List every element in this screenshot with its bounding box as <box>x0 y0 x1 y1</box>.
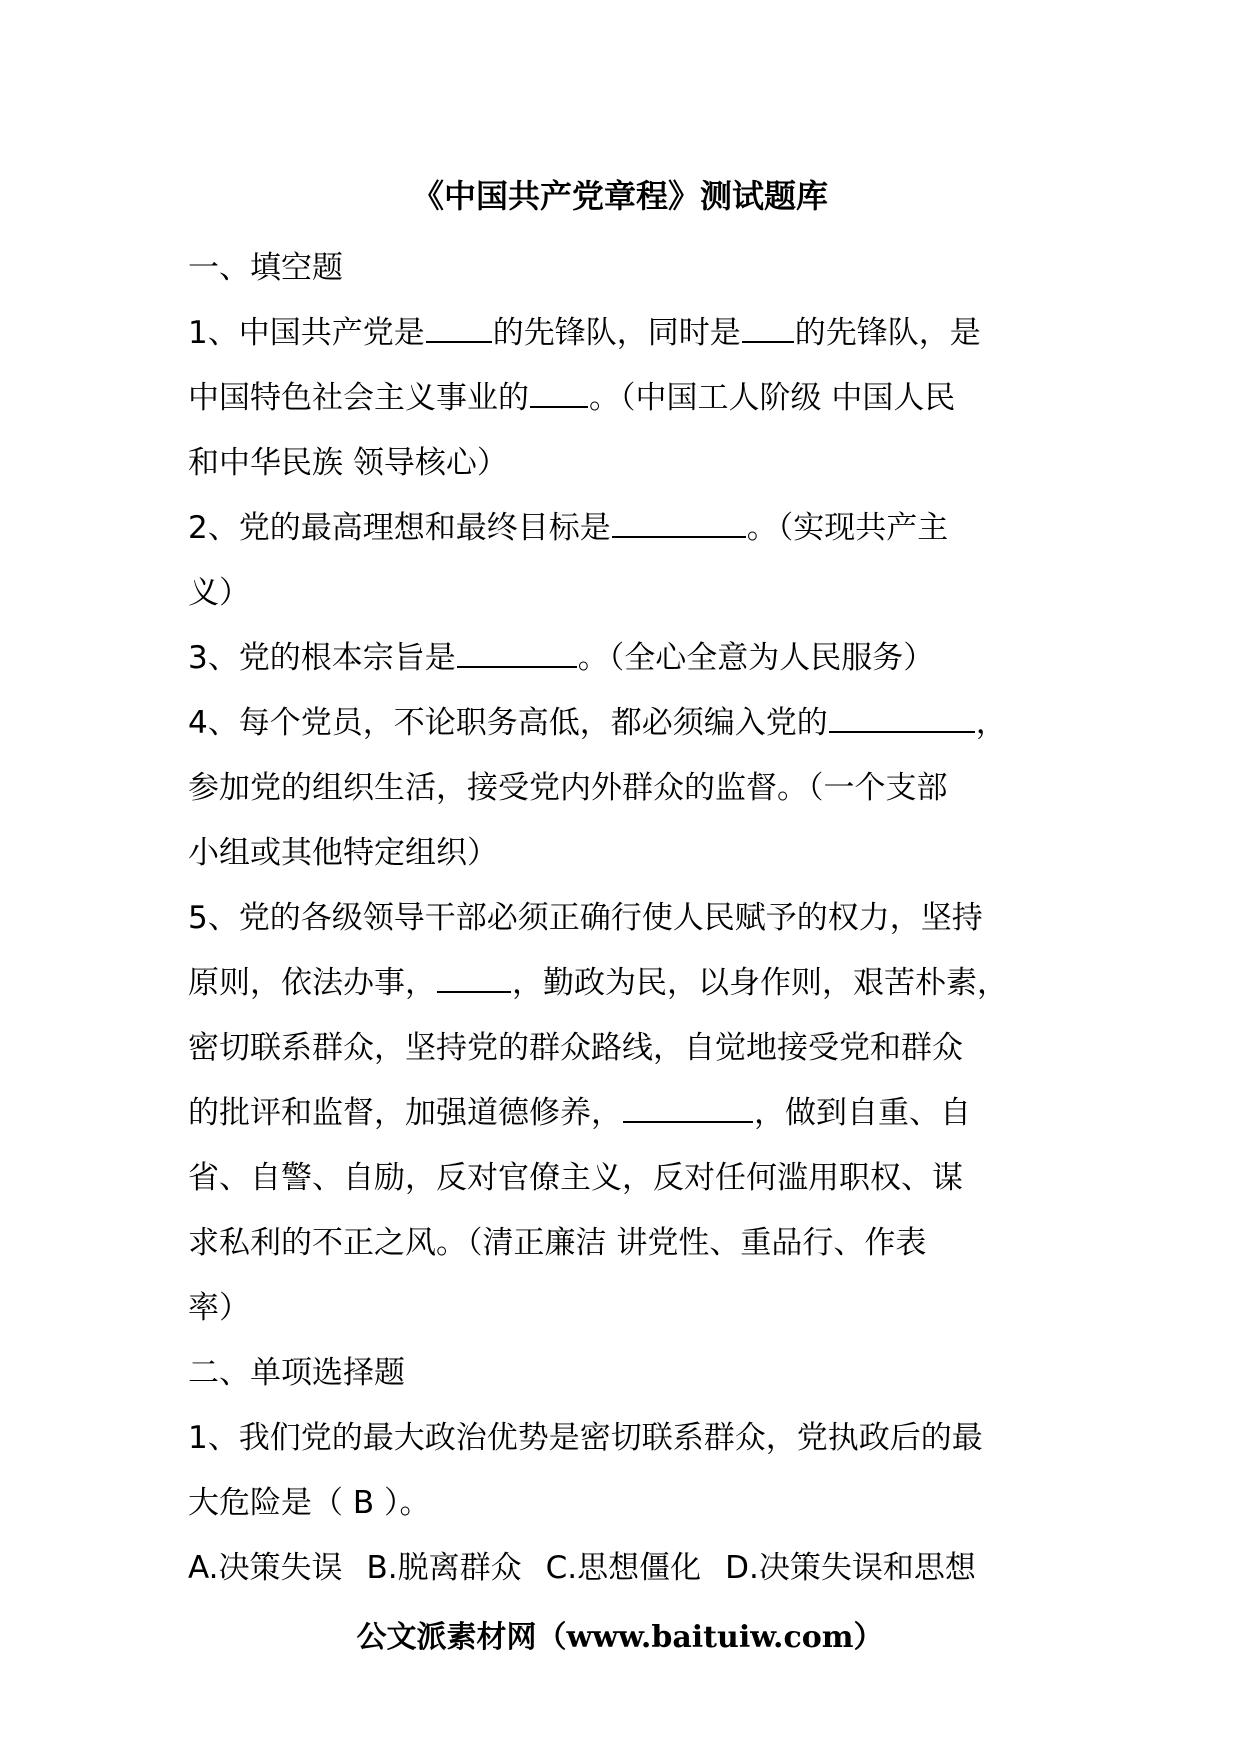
option-b: B.脱离群众 <box>366 1550 522 1586</box>
answer-blank <box>612 498 746 538</box>
question-2: 2、党的最高理想和最终目标是 。（实现共产主 <box>188 496 1088 561</box>
choice-question-1: 1、我们党的最大政治优势是密切联系群众，党执政后的最 <box>188 1420 983 1456</box>
option-c: C.思想僵化 <box>545 1550 702 1586</box>
answer-blank <box>829 693 975 733</box>
page-title: 《中国共产党章程》测试题库 <box>411 177 828 215</box>
question-3: 3、党的根本宗旨是 。（全心全意为人民服务） <box>188 626 1088 691</box>
footer-watermark-text: 公文派素材网（www.baituiw.com） <box>356 1620 884 1655</box>
question-5: 5、党的各级领导干部必须正确行使人民赋予的权力，坚持 <box>188 900 983 936</box>
question-4: 4、每个党员，不论职务高低，都必须编入党的 ， <box>188 691 1088 756</box>
answer-blank <box>457 628 577 668</box>
section-heading-fill-in: 一、填空题 <box>188 250 343 286</box>
section-heading-single-choice: 二、单项选择题 <box>188 1355 405 1391</box>
option-d: D.决策失误和思想 <box>725 1550 976 1586</box>
question-1: 1、中国共产党是 的先锋队，同时是 的先锋队，是 <box>188 301 1088 366</box>
answer-blank <box>742 303 794 343</box>
document-body: 一、填空题 1、中国共产党是 的先锋队，同时是 的先锋队，是 中国特色社会主义事业的 。（中国工人阶级 中国人民 和中华民族 领导核心） 2、党的最高理想和最终目标是 。（实现共产主 义） 3、党的根本宗旨是 。（全心全意为人民服务） 4、每个党员，不论职务高低，都必须编入党的 ， 参加党的组织生活，接受党内外群众的监督。（一个支部 小组或其他特定组织） 5、党的各级领导干部必须正确行使人民赋予的权力，坚持 原则，依法办事， ，勤政为民，以身作则，艰苦朴素， 密切联系群众，坚持党的群众路线，自觉地接受党和群众 的批评和监督，加强道德修养， ，做到自重、自 省、自警、自励，反对官僚主义，反对任何滥用职权、谋 求私利的不正之风。（清正廉洁 讲党性、重品行、作表 率） 二、单项选择题 1、我们党的最大政治优势是密切联系群众，党执政后的最 大危险是（ B ）。 A.决策失误 B.脱离群众 C.思想僵化 D.决策失误和思想 <box>188 236 1088 1601</box>
answer-blank <box>437 953 511 993</box>
choice-options <box>188 1536 1088 1601</box>
option-a: A.决策失误 <box>188 1550 343 1586</box>
answer-blank <box>426 303 492 343</box>
answer-blank <box>530 368 588 408</box>
answer-blank <box>623 1083 753 1123</box>
